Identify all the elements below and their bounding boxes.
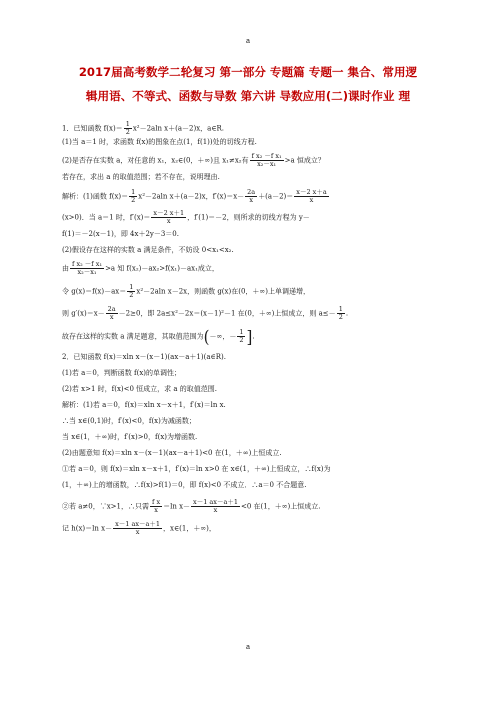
fraction: $\frac{1}{2}$	[129, 283, 134, 299]
page-header-mark: a	[246, 38, 250, 45]
solution-2-line-5: ①若 a＝0，则 f(x)＝xln x－x＋1，f′(x)＝ln x>0 在 x∈(1，＋∞)上恒成立，∴f(x)为	[62, 465, 331, 473]
left-paren: (	[203, 326, 210, 347]
solution-2-line-6: (1，＋∞)上的增函数，∴f(x)>f(1)＝0，即 f(x)<0 不成立．∴a＝0 不合题意.	[62, 481, 307, 489]
fraction: $\frac{2a}{x}$	[247, 188, 256, 204]
problem-1-part-2: (2)是否存在实数 a，对任意的 x₁，x₂∈(0，＋∞)且 x₁≠x₂有 $\frac{\text{f x₂ －f x₁}}{\text{x₂－x₁}}$ >a 恒成立？	[62, 152, 325, 168]
solution-2-line-8: 记 h(x)＝ln x－ $\frac{x-1 ax-a+1}{x}$ ，x∈(1，＋∞)，	[62, 520, 216, 536]
fraction: $\frac{\text{f x₂ －f x₁}}{\text{x₂－x₁}}$	[72, 260, 103, 276]
fraction: $\frac{\text{f x}}{x}$	[151, 498, 161, 514]
fraction: $\frac{x-1 ax-a+1}{x}$	[115, 520, 160, 536]
fraction: $\frac{1}{2}$	[338, 305, 343, 321]
solution-1-line-3: f(1)＝－2(x－1)，即 4x＋2y－3＝0.	[62, 230, 179, 238]
fraction: $\frac{2a}{x}$	[107, 305, 116, 321]
solution-1-line-7: 则 g′(x)＝x－ $\frac{2a}{x}$ －2≥0，即 2a≤x²－2x＝(x－1)²－1 在(0，＋∞)上恒成立，则 a≤－ $\frac{1}{2}$ .	[62, 305, 349, 321]
page-footer-mark: a	[246, 644, 250, 651]
fraction: $\frac{1}{2}$	[239, 328, 244, 344]
solution-1-line-4: (2)假设存在这样的实数 a 满足条件，不妨设 0<x₁<x₂.	[62, 246, 234, 254]
solution-1-line-1: 解析：(1)函数 f(x)＝ $\frac{1}{2}$ x²－2aln x＋(a－2)x，f′(x)＝x－ $\frac{2a}{x}$ ＋(a－2)＝ $\frac{x-2 x+a}{x}$	[62, 188, 327, 204]
solution-2-line-3: 当 x∈(1，＋∞)时，f′(x)>0，f(x)为增函数.	[62, 433, 198, 441]
solution-2-line-4: (2)由题意知 f(x)＝xln x－(x－1)(ax－a＋1)<0 在(1，＋∞)上恒成立.	[62, 449, 282, 457]
fraction: $\frac{x-2 x+1}{x}$	[153, 209, 185, 225]
solution-1-line-5: 由 $\frac{\text{f x₂ －f x₁}}{\text{x₂－x₁}}$ >a 知 f(x₂)－ax₂>f(x₁)－ax₁成立，	[62, 260, 219, 276]
fraction: $\frac{1}{2}$	[125, 120, 130, 136]
problem-1-part-2-cont: 若存在，求出 a 的取值范围；若不存在，说明理由.	[62, 173, 220, 181]
fraction: $\frac{\text{f x₂ －f x₁}}{\text{x₂－x₁}}$	[251, 152, 282, 168]
right-bracket: ]	[246, 326, 253, 347]
solution-1-line-6: 令 g(x)＝f(x)－ax＝ $\frac{1}{2}$ x²－2aln x－2x，则函数 g(x)在(0，＋∞)上单调递增，	[62, 283, 310, 299]
fraction: $\frac{1}{2}$	[131, 188, 136, 204]
document-title-line-1: 2017届高考数学二轮复习 第一部分 专题篇 专题一 集合、常用逻	[78, 65, 418, 79]
fraction: $\frac{x-1 ax-a+1}{x}$	[193, 498, 238, 514]
problem-1-part-1: (1)当 a＝1 时，求函数 f(x)的图象在点(1，f(1))处的切线方程.	[62, 138, 257, 146]
problem-2-part-2: (2)若 x>1 时，f(x)<0 恒成立，求 a 的取值范围.	[62, 385, 218, 393]
solution-1-line-2: (x>0)．当 a＝1 时，f′(x)＝ $\frac{x-2 x+1}{x}$ ，f′(1)＝－2，则所求的切线方程为 y－	[62, 209, 310, 225]
problem-2-part-1: (1)若 a＝0，判断函数 f(x)的单调性；	[62, 369, 181, 377]
solution-2-line-7: ②若 a≠0，∵x>1，∴只需 $\frac{\text{f x}}{x}$ ＝ln x－ $\frac{x-1 ax-a+1}{x}$ <0 在(1，＋∞)上恒成立.	[62, 498, 321, 514]
solution-2-line-1: 解析：(1)若 a＝0，f(x)＝xln x－x＋1，f′(x)＝ln x.	[62, 401, 226, 409]
problem-2-statement: 2．已知函数 f(x)＝xln x－(x－1)(ax－a＋1)(a∈R).	[62, 353, 226, 361]
problem-1-statement: 1．已知函数 f(x)＝ $\frac{1}{2}$ x²－2aln x＋(a－2)x，a∈R.	[62, 120, 225, 136]
document-title-line-2: 辑用语、不等式、函数与导数 第六讲 导数应用(二)课时作业 理	[85, 89, 411, 103]
solution-2-line-2: ∴当 x∈(0,1)时，f′(x)<0，f(x)为减函数；	[62, 417, 196, 425]
fraction: $\frac{x-2 x+a}{x}$	[296, 188, 327, 204]
solution-1-line-8: 故存在这样的实数 a 满足题意，其取值范围为(－∞，－ $\frac{1}{2}$ ].	[62, 326, 255, 347]
